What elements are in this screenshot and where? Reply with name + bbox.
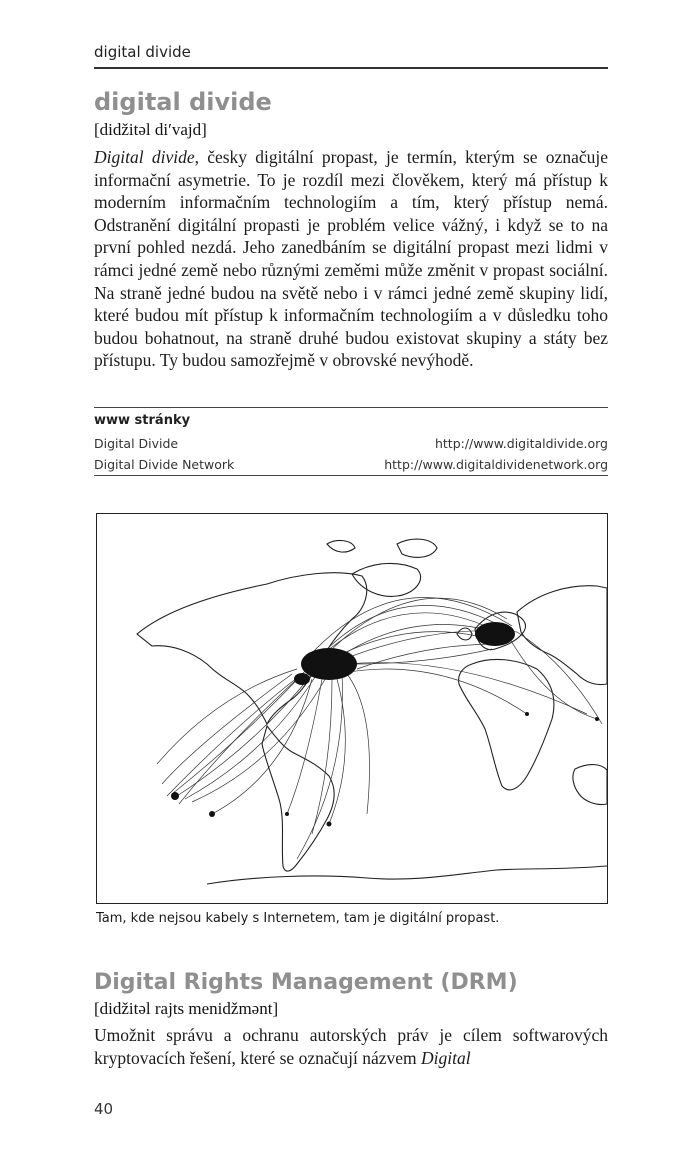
- web-site-name: Digital Divide: [94, 436, 179, 451]
- web-site-url[interactable]: http://www.digitaldivide.org: [434, 436, 608, 451]
- world-map-illustration: [97, 514, 607, 903]
- web-site-name: Digital Divide Network: [94, 457, 235, 472]
- cable-lines: [157, 598, 602, 859]
- web-sites-heading: www stránky: [94, 413, 191, 428]
- figure-caption: Tam, kde nejsou kabely s Internetem, tam je digitální propast.: [96, 911, 500, 926]
- web-box-top-rule: [94, 407, 608, 408]
- pronunciation-digital-divide: [didžitəl di′vajd]: [94, 120, 207, 139]
- page-number: 40: [94, 1100, 114, 1118]
- cable-hubs: [171, 622, 599, 827]
- entry-text: , česky digitální propast, je termín, kterým se označuje informační asymetrie. To je rozdíl mezi člověkem, který má přístup k moderním informačním technologiím a tím, který přístup nemá. Odstranění digitální propasti je problém velice vážný, i když se to na první pohled nezdá. Jeho zanedbáním se digitální propast mezi lidmi v rámci jedné země nebo různými zeměmi může změnit v propast sociální. Na straně jedné budou na světě nebo i v rámci jedné země skupiny lidí, které budou mít přístup k informačním technologiím a v důsledku toho budou bohatnout, na straně druhé budou existovat skupiny a státy bez přístupu. Ty budou samozřejmě v obrovské nevýhodě.: [94, 147, 608, 371]
- internet-cables-world-map: [96, 513, 608, 904]
- header-rule: [94, 67, 608, 69]
- continent-outlines: [137, 539, 607, 884]
- entry-trailing-term: Digital: [421, 1047, 471, 1068]
- entry-title-drm: Digital Rights Management (DRM): [94, 970, 518, 995]
- web-sites-box: [94, 407, 608, 476]
- running-head: digital divide: [94, 43, 191, 61]
- web-site-row: [94, 433, 608, 454]
- entry-title-digital-divide: digital divide: [94, 88, 272, 116]
- entry-lead-term: Digital divide: [94, 147, 195, 167]
- pronunciation-drm: [didžitəl rajts menidžmənt]: [94, 999, 279, 1018]
- web-box-bottom-rule: [94, 475, 608, 476]
- web-site-url[interactable]: http://www.digitaldividenetwork.org: [384, 457, 608, 472]
- web-site-row: [94, 454, 608, 475]
- entry-body-digital-divide: [94, 146, 608, 372]
- entry-text: Umožnit správu a ochranu autorských práv je cílem softwarových kryptovacích řešení, které se označují názvem: [94, 1025, 608, 1068]
- entry-body-drm: [94, 1024, 608, 1069]
